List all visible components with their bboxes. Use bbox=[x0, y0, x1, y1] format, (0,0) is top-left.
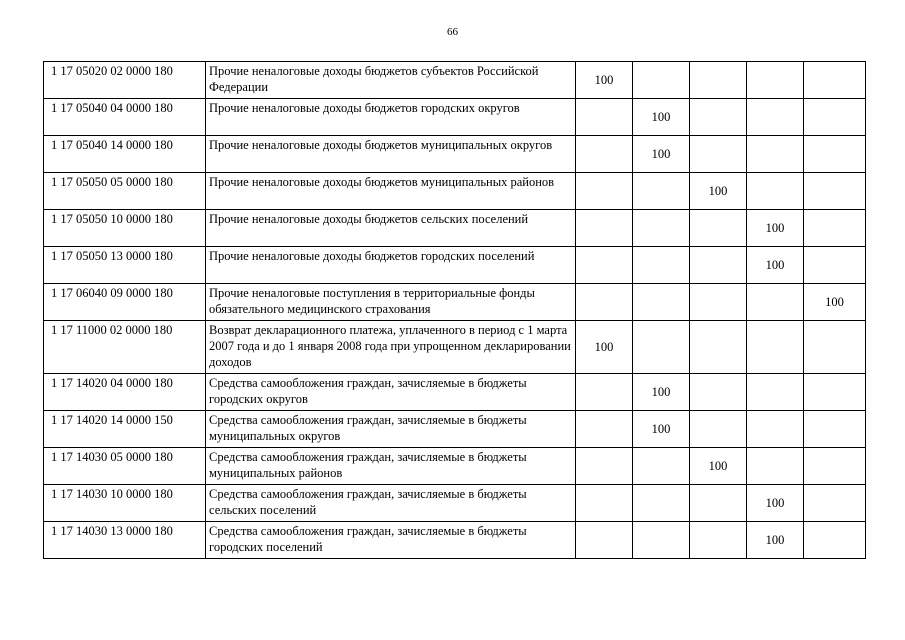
percent-cell-3 bbox=[690, 485, 747, 522]
percent-cell-2 bbox=[633, 321, 690, 374]
percent-cell-5 bbox=[804, 485, 866, 522]
percent-cell-2 bbox=[633, 173, 690, 210]
revenue-name-cell: Прочие неналоговые доходы бюджетов муниципальных округов bbox=[206, 136, 576, 173]
percent-cell-2: 100 bbox=[633, 136, 690, 173]
percent-cell-5 bbox=[804, 173, 866, 210]
percent-cell-4 bbox=[747, 173, 804, 210]
percent-cell-1 bbox=[576, 99, 633, 136]
percent-cell-1: 100 bbox=[576, 321, 633, 374]
budget-code-cell: 1 17 14030 13 0000 180 bbox=[44, 522, 206, 559]
table-row bbox=[44, 321, 866, 374]
percent-cell-5: 100 bbox=[804, 284, 866, 321]
budget-code-cell: 1 17 14030 05 0000 180 bbox=[44, 448, 206, 485]
percent-cell-2 bbox=[633, 485, 690, 522]
percent-cell-3 bbox=[690, 522, 747, 559]
budget-code-cell: 1 17 11000 02 0000 180 bbox=[44, 321, 206, 374]
percent-cell-1 bbox=[576, 284, 633, 321]
percent-cell-3 bbox=[690, 247, 747, 284]
budget-code-cell: 1 17 14020 04 0000 180 bbox=[44, 374, 206, 411]
revenue-name-cell: Средства самообложения граждан, зачисляемые в бюджеты муниципальных районов bbox=[206, 448, 576, 485]
percent-cell-1: 100 bbox=[576, 62, 633, 99]
percent-cell-4 bbox=[747, 284, 804, 321]
percent-cell-3 bbox=[690, 210, 747, 247]
percent-cell-4 bbox=[747, 136, 804, 173]
percent-cell-5 bbox=[804, 522, 866, 559]
revenue-name-cell: Прочие неналоговые доходы бюджетов городских поселений bbox=[206, 247, 576, 284]
percent-cell-2 bbox=[633, 62, 690, 99]
revenue-name-cell: Возврат декларационного платежа, уплаченного в период с 1 марта 2007 года и до 1 января 2008 года при упрощенном декларировании доходов bbox=[206, 321, 576, 374]
percent-cell-4 bbox=[747, 99, 804, 136]
revenue-name-cell: Средства самообложения граждан, зачисляемые в бюджеты городских округов bbox=[206, 374, 576, 411]
budget-code-cell: 1 17 05050 10 0000 180 bbox=[44, 210, 206, 247]
percent-cell-3 bbox=[690, 374, 747, 411]
budget-code-cell: 1 17 05050 05 0000 180 bbox=[44, 173, 206, 210]
table-row bbox=[44, 284, 866, 321]
table-row bbox=[44, 247, 866, 284]
budget-code-cell: 1 17 14030 10 0000 180 bbox=[44, 485, 206, 522]
budget-code-cell: 1 17 14020 14 0000 150 bbox=[44, 411, 206, 448]
revenue-name-cell: Прочие неналоговые доходы бюджетов субъектов Российской Федерации bbox=[206, 62, 576, 99]
table-row bbox=[44, 62, 866, 99]
revenue-name-cell: Прочие неналоговые доходы бюджетов городских округов bbox=[206, 99, 576, 136]
table-row bbox=[44, 99, 866, 136]
percent-cell-3 bbox=[690, 411, 747, 448]
table-row bbox=[44, 210, 866, 247]
percent-cell-3: 100 bbox=[690, 173, 747, 210]
percent-cell-3 bbox=[690, 321, 747, 374]
percent-cell-4 bbox=[747, 448, 804, 485]
table-row bbox=[44, 448, 866, 485]
revenue-name-cell: Прочие неналоговые доходы бюджетов муниципальных районов bbox=[206, 173, 576, 210]
percent-cell-5 bbox=[804, 411, 866, 448]
percent-cell-2 bbox=[633, 210, 690, 247]
revenue-name-cell: Средства самообложения граждан, зачисляемые в бюджеты городских поселений bbox=[206, 522, 576, 559]
percent-cell-1 bbox=[576, 522, 633, 559]
percent-cell-2 bbox=[633, 284, 690, 321]
percent-cell-4: 100 bbox=[747, 210, 804, 247]
percent-cell-3: 100 bbox=[690, 448, 747, 485]
percent-cell-3 bbox=[690, 284, 747, 321]
budget-code-cell: 1 17 05040 04 0000 180 bbox=[44, 99, 206, 136]
percent-cell-4: 100 bbox=[747, 522, 804, 559]
revenue-name-cell: Средства самообложения граждан, зачисляемые в бюджеты сельских поселений bbox=[206, 485, 576, 522]
percent-cell-1 bbox=[576, 411, 633, 448]
percent-cell-2 bbox=[633, 247, 690, 284]
percent-cell-5 bbox=[804, 99, 866, 136]
table-row bbox=[44, 136, 866, 173]
percent-cell-4 bbox=[747, 374, 804, 411]
percent-cell-5 bbox=[804, 136, 866, 173]
table-row bbox=[44, 411, 866, 448]
percent-cell-5 bbox=[804, 374, 866, 411]
percent-cell-2: 100 bbox=[633, 99, 690, 136]
percent-cell-5 bbox=[804, 321, 866, 374]
percent-cell-4: 100 bbox=[747, 485, 804, 522]
percent-cell-1 bbox=[576, 485, 633, 522]
percent-cell-4 bbox=[747, 62, 804, 99]
percent-cell-2: 100 bbox=[633, 411, 690, 448]
budget-code-cell: 1 17 05050 13 0000 180 bbox=[44, 247, 206, 284]
page-number: 66 bbox=[447, 26, 458, 38]
revenue-name-cell: Средства самообложения граждан, зачисляемые в бюджеты муниципальных округов bbox=[206, 411, 576, 448]
table-row bbox=[44, 374, 866, 411]
percent-cell-3 bbox=[690, 136, 747, 173]
percent-cell-1 bbox=[576, 210, 633, 247]
revenue-distribution-table bbox=[43, 61, 866, 559]
percent-cell-1 bbox=[576, 173, 633, 210]
percent-cell-1 bbox=[576, 374, 633, 411]
percent-cell-4 bbox=[747, 321, 804, 374]
percent-cell-5 bbox=[804, 62, 866, 99]
revenue-name-cell: Прочие неналоговые доходы бюджетов сельских поселений bbox=[206, 210, 576, 247]
budget-code-cell: 1 17 05020 02 0000 180 bbox=[44, 62, 206, 99]
percent-cell-5 bbox=[804, 210, 866, 247]
percent-cell-1 bbox=[576, 136, 633, 173]
table-row bbox=[44, 522, 866, 559]
budget-code-cell: 1 17 05040 14 0000 180 bbox=[44, 136, 206, 173]
percent-cell-2: 100 bbox=[633, 374, 690, 411]
percent-cell-1 bbox=[576, 247, 633, 284]
percent-cell-4 bbox=[747, 411, 804, 448]
percent-cell-3 bbox=[690, 62, 747, 99]
percent-cell-1 bbox=[576, 448, 633, 485]
percent-cell-2 bbox=[633, 522, 690, 559]
percent-cell-3 bbox=[690, 99, 747, 136]
revenue-name-cell: Прочие неналоговые поступления в территориальные фонды обязательного медицинского страхования bbox=[206, 284, 576, 321]
budget-code-cell: 1 17 06040 09 0000 180 bbox=[44, 284, 206, 321]
table-row bbox=[44, 173, 866, 210]
table-row bbox=[44, 485, 866, 522]
percent-cell-4: 100 bbox=[747, 247, 804, 284]
percent-cell-5 bbox=[804, 448, 866, 485]
percent-cell-5 bbox=[804, 247, 866, 284]
percent-cell-2 bbox=[633, 448, 690, 485]
